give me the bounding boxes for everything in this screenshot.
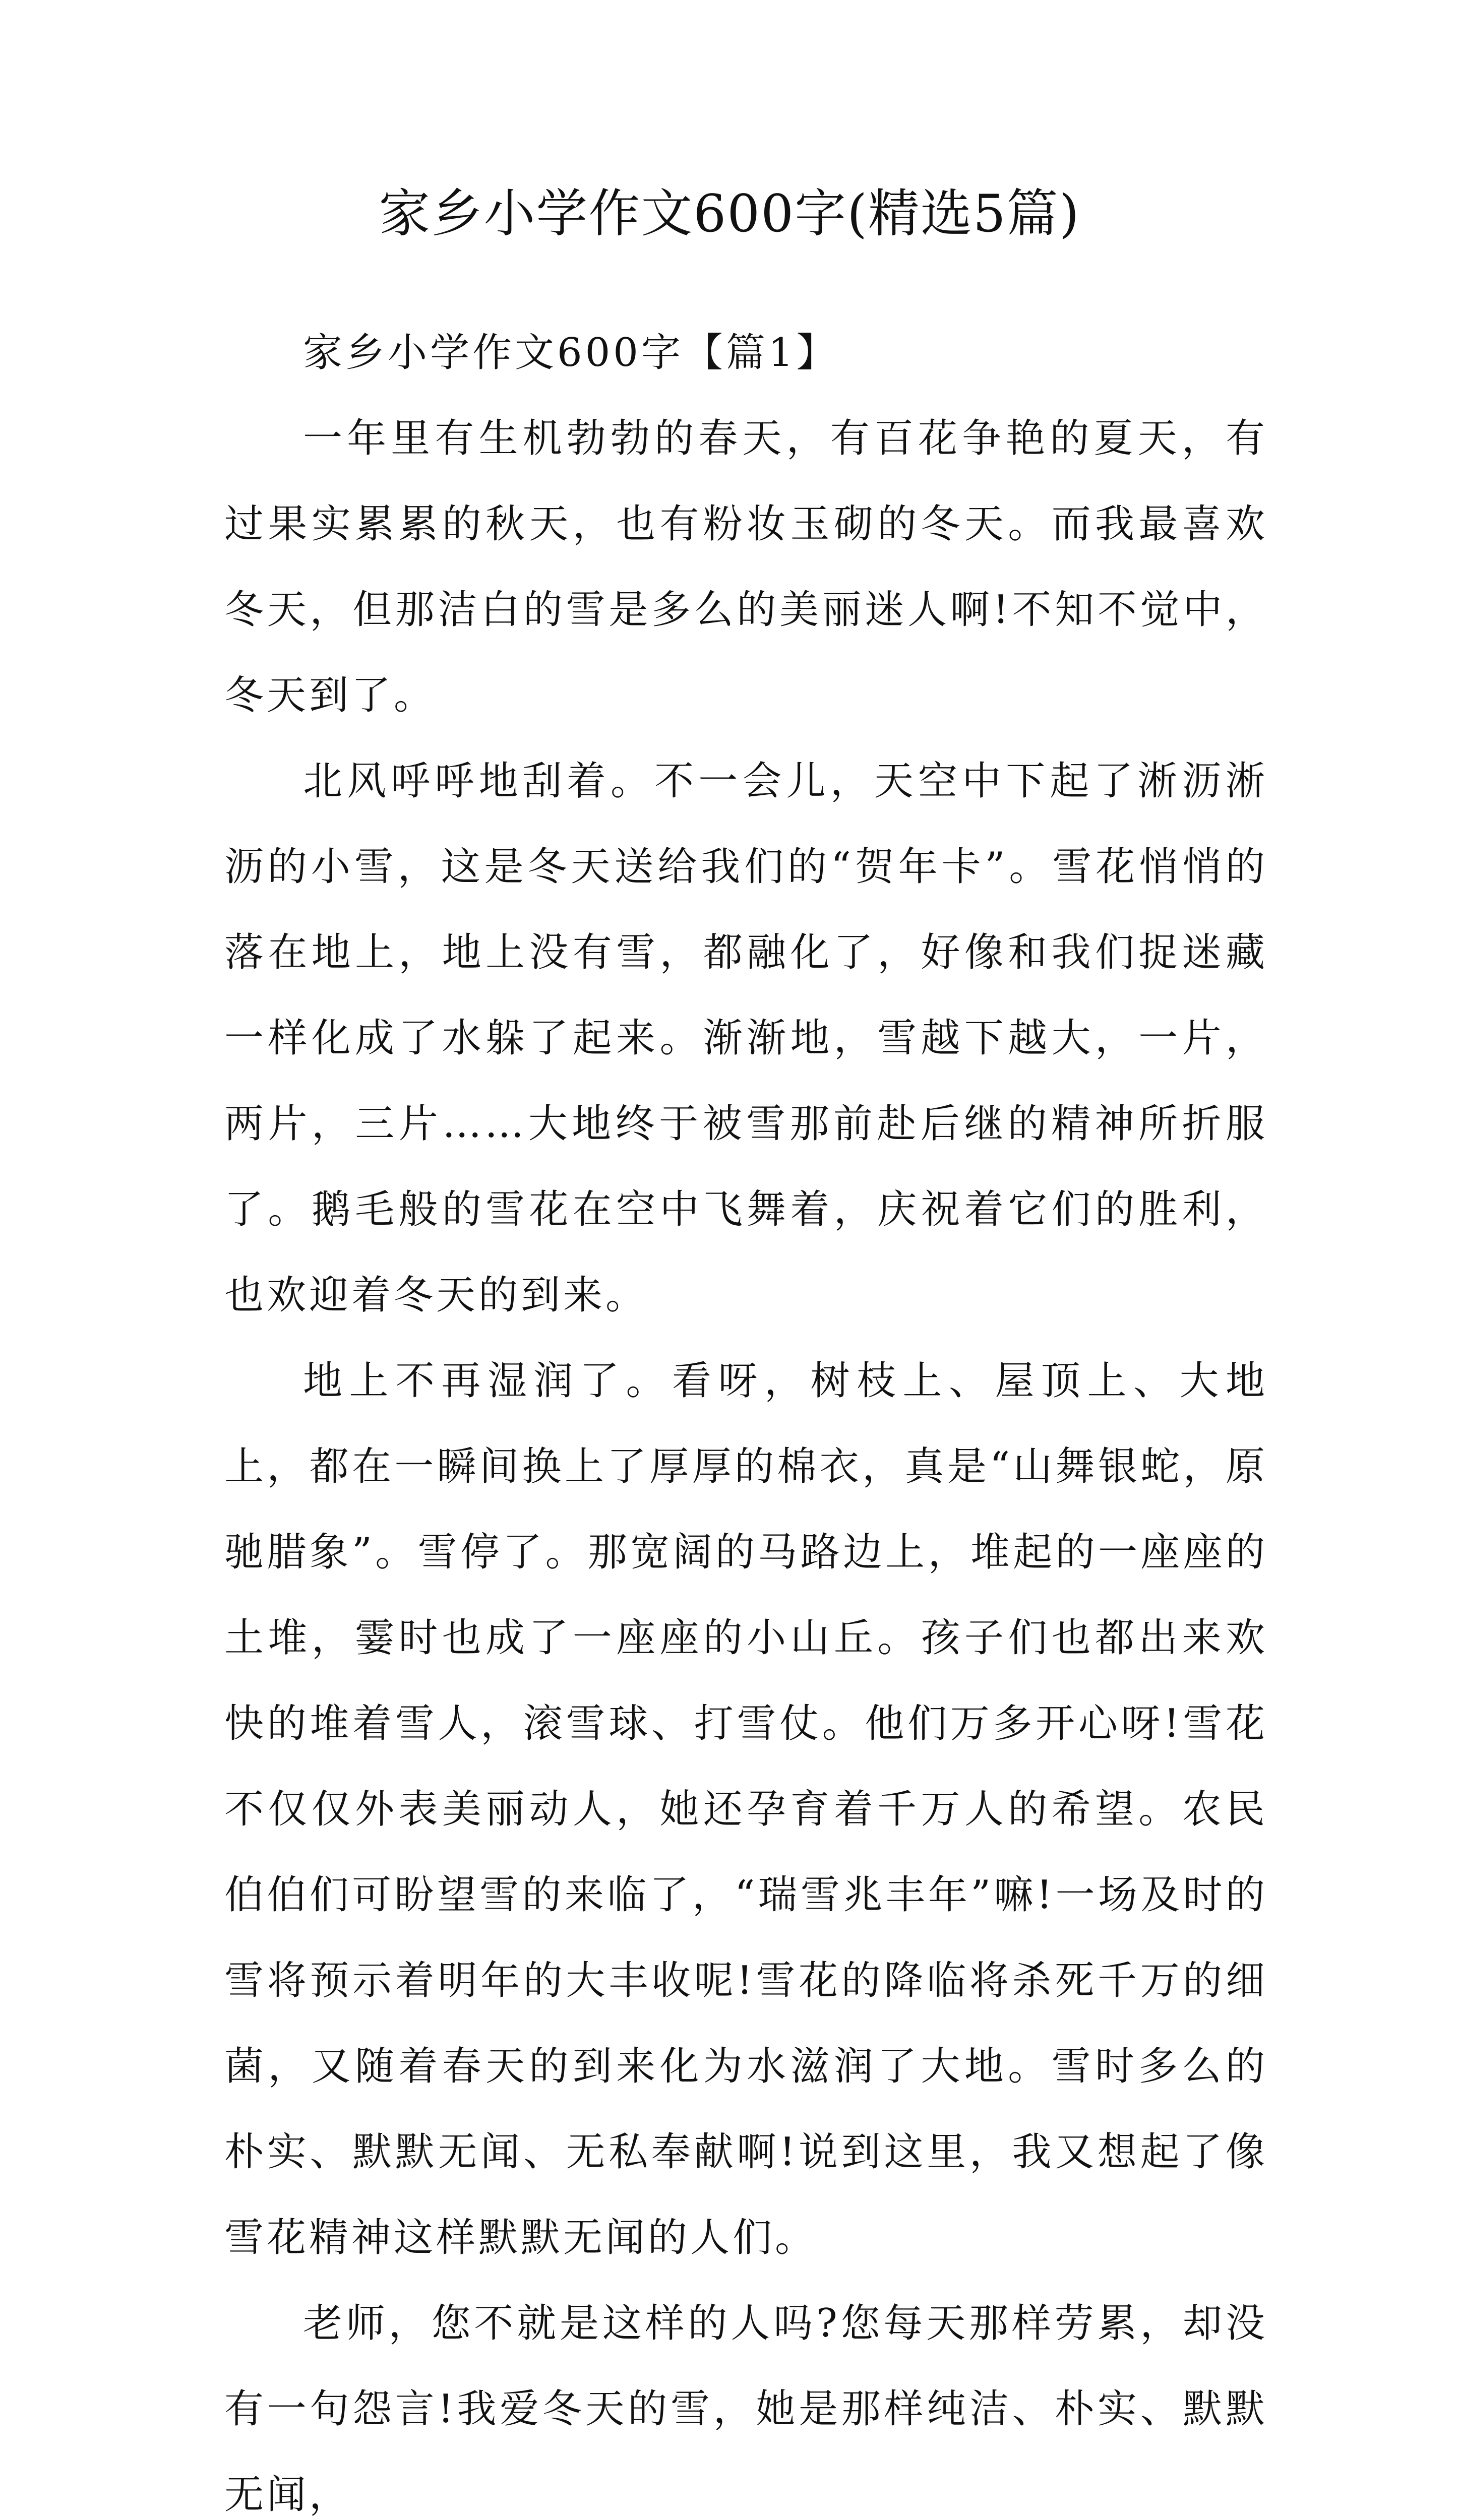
paragraph-1: 一年里有生机勃勃的春天，有百花争艳的夏天，有过果实累累的秋天，也有粉妆玉砌的冬天。而我最喜欢冬天，但那洁白的雪是多么的美丽迷人啊!不知不觉中，冬天到了。 [224, 416, 1268, 718]
section-heading: 家乡小学作文600字【篇1】 [303, 330, 839, 375]
paragraph-3: 地上不再湿润了。看呀，树枝上、屋顶上、大地上，都在一瞬间换上了厚厚的棉衣，真是“山舞银蛇，原驰腊象”。雪停了。那宽阔的马路边上，堆起的一座座的土堆，霎时也成了一座座的小山丘。孩子们也都出来欢快的堆着雪人，滚雪球、打雪仗。他们万多开心呀!雪花不仅仅外表美丽动人，她还孕育着千万人的希望。农民伯伯们可盼望雪的来临了，“瑞雪兆丰年”嘛!一场及时的雪将预示着明年的大丰收呢!雪花的降临将杀死千万的细菌，又随着春天的到来化为水滋润了大地。雪时多么的朴实、默默无闻、无私奉献啊!说到这里，我又想起了像雪花精神这样默默无闻的人们。 [224, 1358, 1268, 2260]
paragraph-2: 北风呼呼地刮着。不一会儿，天空中下起了淅沥淅沥的小雪，这是冬天送给我们的“贺年卡”。雪花悄悄的落在地上，地上没有雪，都融化了，好像和我们捉迷藏一样化成了水躲了起来。渐渐地，雪越下越大，一片，两片，三片……大地终于被雪那前赴后继的精神所折服了。鹅毛般的雪花在空中飞舞着，庆祝着它们的胜利，也欢迎着冬天的到来。 [224, 759, 1268, 1318]
document-body [224, 310, 1268, 2520]
document-title: 家乡小学作文600字(精选5篇) [379, 184, 1080, 244]
paragraph-4: 老师，您不就是这样的人吗?您每天那样劳累，却没有一句怨言!我爱冬天的雪，她是那样纯洁、朴实、默默无闻， [224, 2301, 1268, 2517]
